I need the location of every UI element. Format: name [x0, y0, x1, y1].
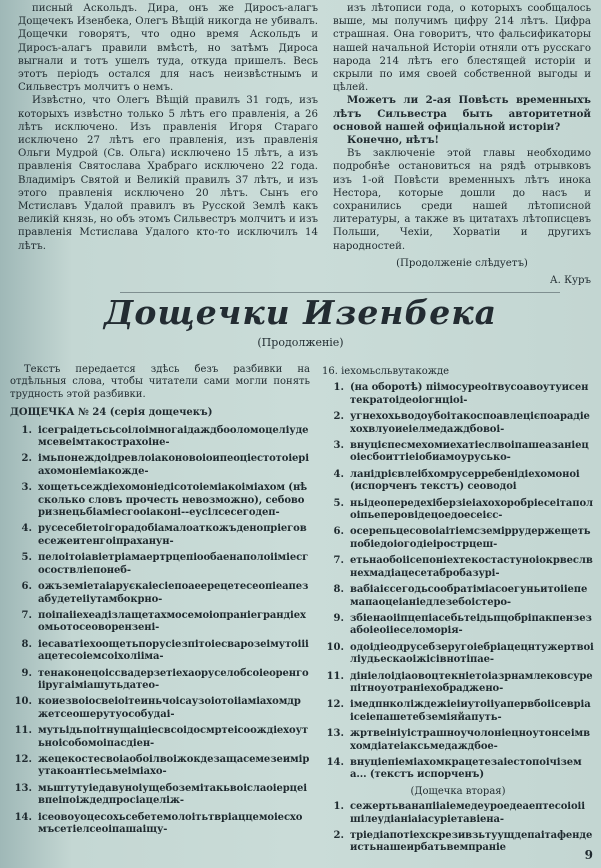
continued-note: (Продолженіе слѣдуетъ)	[396, 257, 528, 269]
tablet-line: 9. тенаконецоіссвадерзетіехаоруселобсоіеоренгоііругаіміашутьдатео-	[21, 667, 309, 691]
tablet-heading: ДОЩЕЧКА № 24 (серія дощечекъ)	[10, 407, 213, 419]
bottom-right-column	[322, 366, 594, 859]
article-title: Дощечки Изенбека	[103, 293, 498, 332]
page-number: 9	[584, 848, 593, 862]
tablet-line: 9. збіенаоііпцепіасебьтеідьпцобріпакпензезабоіеоііеселоморія-	[333, 612, 592, 637]
tablet-line: 7. поіпаііехеадізлащетахмосемоіопраніеграндіехомьотосеоворензені-	[21, 609, 306, 634]
tablet-line: 5. ньідеопередехіберзіеіахохоробріесеітаполоіпьеперовідецоедоесеієс-	[333, 497, 593, 522]
tablet-line: 1. сежертьванапііаіемедеуроедеаептесоіоіішілеудіаніаіасуріетавіена-	[333, 801, 585, 825]
tablet-line: 4. русесебіетоігорадобіамалоаткожъденопріеговесежеитенгоіпраханун-	[21, 523, 307, 547]
tablet-line: 2. угнехохьводоубоітакоспоавлецієпоарадіехохвлуоиеіелмедаждбовоі-	[333, 411, 590, 435]
tablet-line: 14. ісеовоуоцесохьсебетемолоітьтвріаццемоіесхомъсетіелсеоіпашаіщу-	[14, 811, 303, 835]
tablet-line: 5. пелоітоіавіетріамаертрцепіообаенаполоііміесгосоствліепонеб-	[21, 552, 309, 576]
top-right-column	[333, 2, 591, 287]
paragraph: писный Аскольдъ. Дира, онъ же Диросъ-алагъ Дощечекъ Изенбека, Олегъ Вѣщій никогда не убивалъ. Дощечки говорятъ, что одно время Аскольдъ и Диросъ-алагъ правили вмѣстѣ, но затѣмъ Дироса выгнали и тотъ ушелъ туда, откуда пришелъ. Весь этотъ періодъ остался для насъ неизвѣстнымъ и Сильвестръ молчитъ о немъ.	[18, 3, 318, 94]
tablet-line: 3. внуцієпесмехомиехатіеслвоіпашеазаніецоіесбоиттіеіобиамоурусько-	[333, 440, 589, 464]
tablet-line: 8. вабіаієсегодьсообратіміасоегуньитоііепемапаоцеіаніедлезебоістеро-	[333, 584, 588, 608]
tablet-line: 3. хощетьсеждіехомоніедісотоіеміакоіміахом (нѣсколько словъ прочесть невозможно), себоворизнецьбіаміесгооіаконі--еусілсесегодеп-	[21, 482, 308, 519]
second-tablet-lines	[322, 801, 594, 855]
bottom-left-column	[10, 364, 310, 840]
tablet-line: 7. етьнаобоіісепоніехтекостастуноіокрвеслвнехмадіацесетабробазурі-	[333, 555, 593, 579]
tablet-line: 13. жртвеініуістрашноучолоніецноутонсеімвхомдіатеіаксьмедаждбое-	[326, 728, 590, 752]
tablet-line: 12. імедпнколіждежіеіиутоііуапервбоіісевріаісеіепашетебземіяйапуть-	[326, 699, 591, 723]
tablet-line: 14. внуціепіеміахомкрацетезаіестопоічізема... (текстъ испорченъ)	[326, 756, 582, 781]
tablet-line: 11. мутьідьпоітнущаіціесвсоідосмртеісоождіехоутьноісобомоіпасдіен-	[14, 725, 309, 749]
tablet-line: 1. (на оборотѣ) пiімосуреоітвусоавоутуисентекратоідеоіогнціоі-	[333, 382, 589, 406]
tablet-line: 6. ожъземіетаіаруєкаіесіепоаеерецетесеопіеапезабудетеііутамбокрно-	[21, 581, 309, 605]
second-tablet-label: (Дощечка вторая)	[410, 785, 506, 797]
top-left-column	[18, 2, 318, 253]
answer: Конечно, нѣтъ!	[347, 134, 440, 147]
tablet-line: 12. жецекостесвоіаобоілвоіжокдезащасемезеимірутакоантіесьмеіміахо-	[14, 753, 310, 778]
tablet-line: 11. дініелоідіаовоцтекніетоіазрнамлековсурепітноуотраніехобраджено-	[326, 670, 593, 694]
question: Можетъ ли 2-ая Повѣсть временныхъ лѣтъ Сильвестра быть авторитетной основой нашей офиціальной исторіи?	[333, 94, 591, 133]
tablet-lines-right	[322, 382, 594, 781]
tablet-line: 1. ісеграідетьсьсоілоімногаідаждбооломоцеліудемсевеімтакострахоіне-	[21, 424, 309, 449]
article-subtitle: (Продолженіе)	[257, 336, 344, 349]
tablet-lines-left	[10, 425, 310, 837]
tablet-line: 2. тріедіапотіехскрезивзьтуущдепаітафендеистьнашеирбатьвемпраніе	[333, 830, 593, 854]
paragraph: Въ заключеніе этой главы необходимо подробнѣе остановиться на рядѣ отрывковъ изъ 1-ой Повѣсти временныхъ лѣтъ инока Нестора, которые дошли до насъ и сохранились среди нашей лѣтописной литературы, а также въ цитатахъ лѣтописцевъ Польши, Чехіи, Хорватіи и другихъ народностей.	[333, 148, 591, 252]
tablet-line: 6. осерепьцесовоіаітіемсземіррудержещетьпобіедоіогодіеірострцеш-	[333, 526, 591, 550]
intro-text: Текстъ передается здѣсь безъ разбивки на отдѣльныя слова, чтобы читатели сами могли понять трудность этой разбивки.	[10, 364, 310, 400]
paragraph: изъ лѣтописи года, о которыхъ сообщалось выше, мы получимъ цифру 214 лѣтъ. Цифра страшная. Она говоритъ, что фальсификаторы нашей начальной Исторіи отняли отъ русскаго народа 214 лѣтъ его блестящей исторіи и скрыли по имя своей собственной выгоды и цѣлей.	[333, 3, 591, 94]
tablet-continuation: 16. іехомьсльвутакожде	[322, 366, 450, 377]
tablet-line: 10. коиезвоіосвеіоітеиньчоісаузоіотоііаміахомдржетсеошерутуособудаі-	[14, 696, 301, 720]
author-signature: А. Куръ	[549, 275, 591, 287]
tablet-line: 13. мьштутуіедавуноіущебоземітакьвоіслаоіерцеівпеіпоіждедпросіацеліж-	[14, 782, 307, 807]
tablet-line: 10. одоідіеодрусебзеругоіебріацецнтужертвоіліудьескаоіжісівнотіпае-	[326, 641, 594, 666]
paragraph: Извѣстно, что Олегъ Вѣщій правилъ 31 годъ, изъ которыхъ извѣстно только 5 лѣтъ его правленія, а 26 лѣтъ исключено. Изъ правленія Игоря Стараго исключено 27 лѣтъ его правленія, изъ правленія Ольги Мудрой (Св. Ольга) исключено 15 лѣтъ, а изъ правленія Святослава Храбраго исключено 22 года. Владиміръ Святой и Великій правилъ 37 лѣтъ, и изъ этого правленія исключено 20 лѣтъ. Сынъ его Мстиславъ Удалой правилъ въ Русской Землѣ какъ великій князь, но объ этомъ Сильвестръ молчитъ и изъ правленія Мстислава Удалого кто-то исключилъ 14 лѣтъ.	[18, 95, 318, 252]
tablet-line: 4. ланідрієвлеібхомрусерребенідіехомоноі (испорченъ текстъ) сеоводоі	[333, 468, 580, 493]
tablet-line: 2. імьпонеждоідревлоіаконовоіоипеоціестотоіеріахомоніеміакожде-	[21, 453, 309, 477]
tablet-line: 8. іесаватіехоощетьпорусіезпітоіесварозеімутоіііацетесоіемсоіхолііма-	[21, 638, 309, 663]
